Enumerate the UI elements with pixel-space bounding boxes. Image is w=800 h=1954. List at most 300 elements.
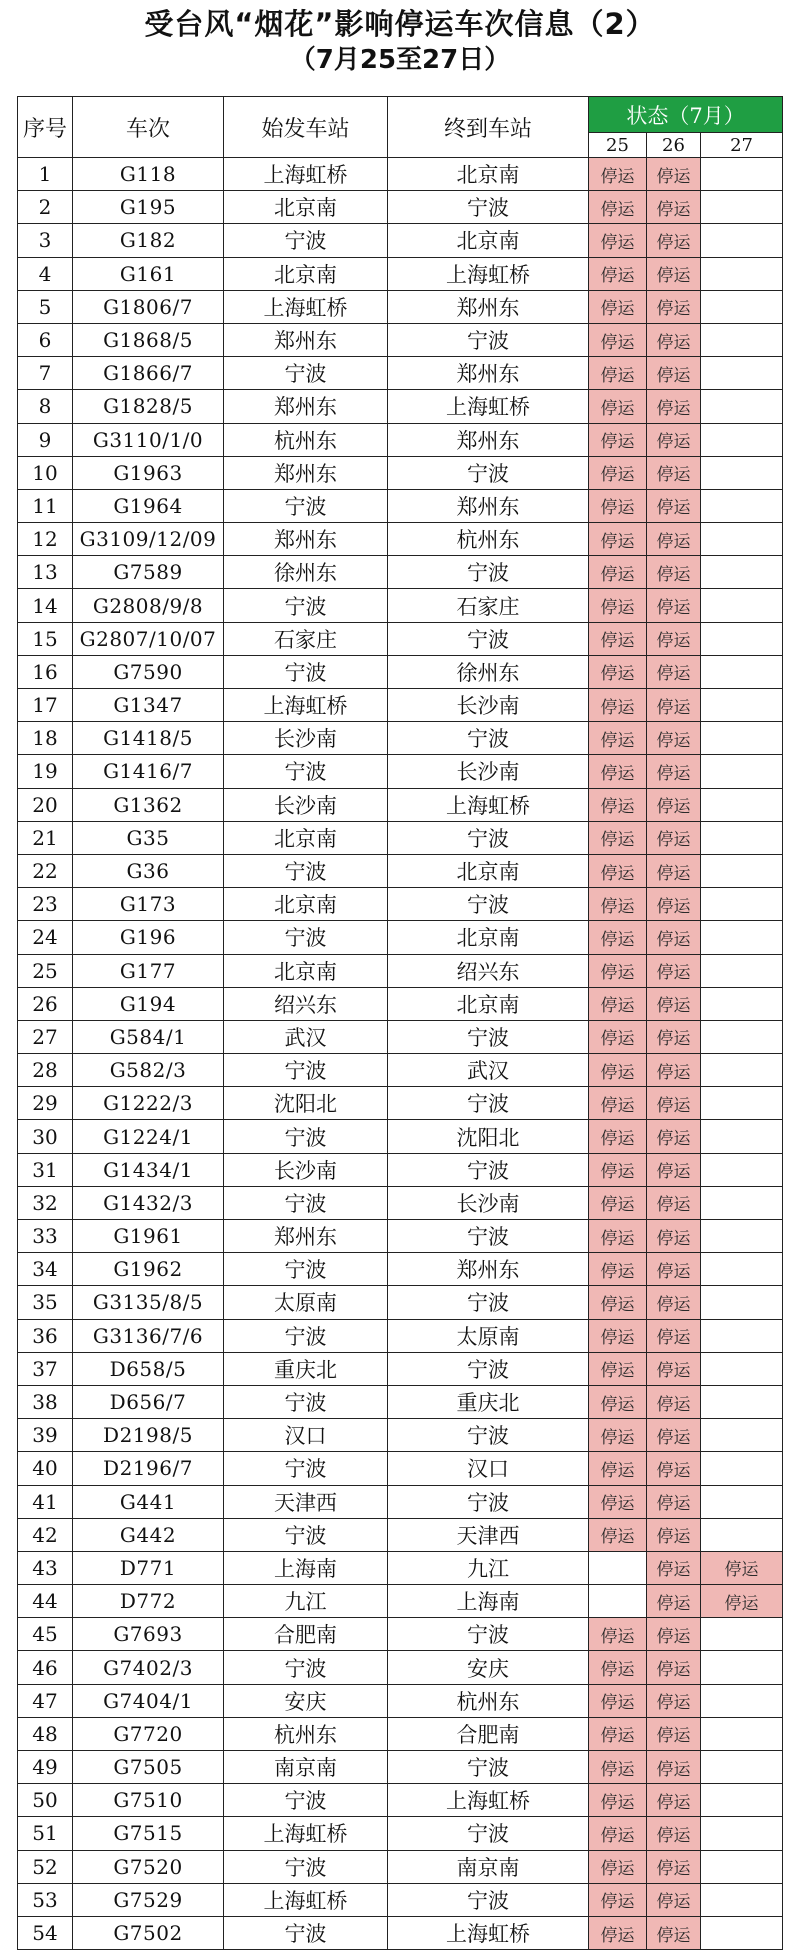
table-row	[18, 1253, 783, 1286]
table-row	[18, 1020, 783, 1053]
cell-train: G2807/10/07	[73, 622, 224, 655]
cell-status-25: 停运	[589, 1286, 647, 1319]
cell-status-26: 停运	[647, 1784, 701, 1817]
table-row	[18, 1916, 783, 1949]
cell-no: 25	[18, 954, 73, 987]
cell-status-25: 停运	[589, 1120, 647, 1153]
cell-from: 长沙南	[224, 722, 388, 755]
cell-from: 北京南	[224, 888, 388, 921]
cell-no: 36	[18, 1319, 73, 1352]
table-row	[18, 489, 783, 522]
cell-status-25: 停运	[589, 257, 647, 290]
cell-no: 6	[18, 323, 73, 356]
cell-from: 宁波	[224, 589, 388, 622]
cell-train: G7589	[73, 556, 224, 589]
cell-status-27	[701, 323, 783, 356]
cell-no: 23	[18, 888, 73, 921]
cell-to: 北京南	[388, 987, 589, 1020]
cell-no: 14	[18, 589, 73, 622]
cell-train: G582/3	[73, 1054, 224, 1087]
cell-status-27	[701, 191, 783, 224]
header-day-25: 25	[589, 133, 647, 158]
cell-from: 宁波	[224, 224, 388, 257]
cell-status-26: 停运	[647, 1850, 701, 1883]
table-row	[18, 1352, 783, 1385]
cell-from: 郑州东	[224, 390, 388, 423]
cell-train: G442	[73, 1518, 224, 1551]
cell-train: G7515	[73, 1817, 224, 1850]
cell-status-26: 停运	[647, 1883, 701, 1916]
cell-status-27	[701, 655, 783, 688]
cell-from: 徐州东	[224, 556, 388, 589]
cell-status-26: 停运	[647, 655, 701, 688]
cell-train: D771	[73, 1551, 224, 1584]
cell-status-26: 停运	[647, 1684, 701, 1717]
cell-no: 5	[18, 290, 73, 323]
cell-status-25: 停运	[589, 323, 647, 356]
cell-train: G1868/5	[73, 323, 224, 356]
cell-from: 宁波	[224, 1253, 388, 1286]
cell-status-25: 停运	[589, 1717, 647, 1750]
cell-train: G1866/7	[73, 357, 224, 390]
cell-train: D656/7	[73, 1385, 224, 1418]
cell-status-26: 停运	[647, 1054, 701, 1087]
table-row	[18, 357, 783, 390]
cell-to: 上海虹桥	[388, 1784, 589, 1817]
header-status: 状态（7月）	[589, 97, 783, 133]
cell-status-25: 停运	[589, 1153, 647, 1186]
cell-status-27	[701, 556, 783, 589]
cell-status-26: 停运	[647, 1419, 701, 1452]
cell-status-27	[701, 1485, 783, 1518]
cell-to: 宁波	[388, 1087, 589, 1120]
cell-to: 宁波	[388, 888, 589, 921]
cell-status-27: 停运	[701, 1551, 783, 1584]
cell-status-25: 停运	[589, 390, 647, 423]
cell-no: 54	[18, 1916, 73, 1949]
cell-no: 40	[18, 1452, 73, 1485]
cell-train: G177	[73, 954, 224, 987]
cell-status-25: 停运	[589, 1916, 647, 1949]
cell-train: G7720	[73, 1717, 224, 1750]
cell-to: 上海南	[388, 1585, 589, 1618]
cell-status-27	[701, 257, 783, 290]
cell-to: 宁波	[388, 1883, 589, 1916]
cell-to: 宁波	[388, 1286, 589, 1319]
cell-to: 天津西	[388, 1518, 589, 1551]
cell-to: 宁波	[388, 1220, 589, 1253]
cell-train: G441	[73, 1485, 224, 1518]
cell-train: G1432/3	[73, 1186, 224, 1219]
cell-train: G584/1	[73, 1020, 224, 1053]
cell-status-25: 停运	[589, 589, 647, 622]
table-row	[18, 1551, 783, 1584]
table-row	[18, 1054, 783, 1087]
cell-no: 15	[18, 622, 73, 655]
cell-status-25: 停运	[589, 1518, 647, 1551]
cell-train: G7693	[73, 1618, 224, 1651]
cell-train: G173	[73, 888, 224, 921]
cell-train: G3110/1/0	[73, 423, 224, 456]
header-day-27: 27	[701, 133, 783, 158]
cell-no: 20	[18, 788, 73, 821]
cell-status-27	[701, 1120, 783, 1153]
cell-status-25: 停运	[589, 921, 647, 954]
cell-status-26: 停运	[647, 257, 701, 290]
cell-status-27	[701, 1087, 783, 1120]
cell-status-26: 停运	[647, 323, 701, 356]
cell-to: 南京南	[388, 1850, 589, 1883]
cell-from: 郑州东	[224, 1220, 388, 1253]
cell-no: 45	[18, 1618, 73, 1651]
table-row	[18, 523, 783, 556]
cell-status-27	[701, 456, 783, 489]
cell-no: 16	[18, 655, 73, 688]
cell-to: 宁波	[388, 722, 589, 755]
cell-to: 北京南	[388, 158, 589, 191]
cell-status-25: 停运	[589, 1253, 647, 1286]
cell-status-25: 停运	[589, 1186, 647, 1219]
cell-status-25: 停运	[589, 1485, 647, 1518]
cell-status-27	[701, 1220, 783, 1253]
cell-status-26: 停运	[647, 888, 701, 921]
cell-from: 北京南	[224, 191, 388, 224]
cell-status-26: 停运	[647, 224, 701, 257]
cell-no: 27	[18, 1020, 73, 1053]
cell-status-25: 停运	[589, 788, 647, 821]
cell-status-26: 停运	[647, 689, 701, 722]
cell-from: 宁波	[224, 1054, 388, 1087]
cell-train: G35	[73, 821, 224, 854]
cell-status-27	[701, 1319, 783, 1352]
cell-to: 重庆北	[388, 1385, 589, 1418]
cell-no: 12	[18, 523, 73, 556]
cell-status-25: 停运	[589, 1883, 647, 1916]
cell-to: 上海虹桥	[388, 257, 589, 290]
cell-from: 北京南	[224, 954, 388, 987]
cell-status-27	[701, 1054, 783, 1087]
cell-no: 33	[18, 1220, 73, 1253]
table-row	[18, 854, 783, 887]
cell-status-27	[701, 1751, 783, 1784]
cell-train: G1362	[73, 788, 224, 821]
table-row	[18, 390, 783, 423]
cell-status-25: 停运	[589, 456, 647, 489]
cell-status-26: 停运	[647, 1585, 701, 1618]
cell-status-27	[701, 1717, 783, 1750]
cell-from: 宁波	[224, 357, 388, 390]
cell-status-27	[701, 1850, 783, 1883]
cell-from: 太原南	[224, 1286, 388, 1319]
cell-status-25: 停运	[589, 1385, 647, 1418]
cell-to: 绍兴东	[388, 954, 589, 987]
cell-status-26: 停运	[647, 1186, 701, 1219]
cell-status-26: 停运	[647, 357, 701, 390]
table-row	[18, 1717, 783, 1750]
cell-from: 宁波	[224, 655, 388, 688]
cell-train: G1222/3	[73, 1087, 224, 1120]
cell-train: G1224/1	[73, 1120, 224, 1153]
cell-status-25: 停运	[589, 1054, 647, 1087]
cell-to: 郑州东	[388, 290, 589, 323]
table-row	[18, 1319, 783, 1352]
cell-train: G195	[73, 191, 224, 224]
cell-from: 长沙南	[224, 1153, 388, 1186]
cell-no: 9	[18, 423, 73, 456]
cell-from: 郑州东	[224, 523, 388, 556]
cell-no: 26	[18, 987, 73, 1020]
header-to: 终到车站	[388, 97, 589, 158]
cell-from: 上海南	[224, 1551, 388, 1584]
cell-no: 8	[18, 390, 73, 423]
cell-to: 宁波	[388, 323, 589, 356]
cell-to: 长沙南	[388, 1186, 589, 1219]
cell-from: 上海虹桥	[224, 290, 388, 323]
cell-status-27	[701, 1352, 783, 1385]
cell-no: 51	[18, 1817, 73, 1850]
cell-from: 合肥南	[224, 1618, 388, 1651]
header-day-26: 26	[647, 133, 701, 158]
cell-status-26: 停运	[647, 722, 701, 755]
cell-status-26: 停运	[647, 821, 701, 854]
cell-status-25: 停运	[589, 556, 647, 589]
cell-status-27	[701, 1253, 783, 1286]
cell-status-26: 停运	[647, 622, 701, 655]
cell-status-26: 停运	[647, 755, 701, 788]
cell-from: 绍兴东	[224, 987, 388, 1020]
table-row	[18, 1419, 783, 1452]
cell-status-26: 停运	[647, 523, 701, 556]
table-row	[18, 1751, 783, 1784]
cell-status-26: 停运	[647, 1651, 701, 1684]
cell-to: 郑州东	[388, 489, 589, 522]
cell-status-25: 停运	[589, 722, 647, 755]
cell-status-26: 停运	[647, 489, 701, 522]
cell-status-25: 停运	[589, 1751, 647, 1784]
cell-to: 长沙南	[388, 689, 589, 722]
cell-status-26: 停运	[647, 1485, 701, 1518]
header-from: 始发车站	[224, 97, 388, 158]
cell-from: 天津西	[224, 1485, 388, 1518]
table-row	[18, 290, 783, 323]
cell-status-25: 停运	[589, 423, 647, 456]
cell-no: 38	[18, 1385, 73, 1418]
cell-no: 7	[18, 357, 73, 390]
table-row	[18, 191, 783, 224]
cell-no: 17	[18, 689, 73, 722]
cell-status-25: 停运	[589, 1220, 647, 1253]
cell-train: G1962	[73, 1253, 224, 1286]
cell-train: D772	[73, 1585, 224, 1618]
cell-to: 上海虹桥	[388, 788, 589, 821]
cell-to: 武汉	[388, 1054, 589, 1087]
cell-status-27	[701, 1916, 783, 1949]
cell-to: 合肥南	[388, 1717, 589, 1750]
cell-train: G7505	[73, 1751, 224, 1784]
table-body	[18, 158, 783, 1950]
cell-no: 48	[18, 1717, 73, 1750]
suspension-table	[17, 96, 783, 1950]
cell-no: 3	[18, 224, 73, 257]
cell-status-27	[701, 689, 783, 722]
cell-status-25	[589, 1585, 647, 1618]
cell-status-25: 停运	[589, 1651, 647, 1684]
cell-from: 武汉	[224, 1020, 388, 1053]
cell-to: 郑州东	[388, 1253, 589, 1286]
cell-status-26: 停运	[647, 1751, 701, 1784]
cell-status-25: 停运	[589, 290, 647, 323]
cell-train: G1434/1	[73, 1153, 224, 1186]
table-row	[18, 1220, 783, 1253]
cell-status-27	[701, 1817, 783, 1850]
cell-to: 安庆	[388, 1651, 589, 1684]
cell-no: 39	[18, 1419, 73, 1452]
cell-no: 53	[18, 1883, 73, 1916]
table-row	[18, 1618, 783, 1651]
table-row	[18, 1485, 783, 1518]
page-title: 受台风“烟花”影响停运车次信息（2）	[144, 7, 656, 41]
cell-status-25: 停运	[589, 1784, 647, 1817]
cell-train: G7404/1	[73, 1684, 224, 1717]
cell-no: 2	[18, 191, 73, 224]
cell-no: 19	[18, 755, 73, 788]
cell-status-26: 停运	[647, 589, 701, 622]
cell-status-25: 停运	[589, 357, 647, 390]
cell-to: 沈阳北	[388, 1120, 589, 1153]
cell-from: 上海虹桥	[224, 1817, 388, 1850]
header-no: 序号	[18, 97, 73, 158]
cell-status-25: 停运	[589, 1850, 647, 1883]
table-row	[18, 788, 783, 821]
cell-train: G1416/7	[73, 755, 224, 788]
cell-no: 28	[18, 1054, 73, 1087]
table-row	[18, 1120, 783, 1153]
cell-no: 13	[18, 556, 73, 589]
cell-from: 郑州东	[224, 323, 388, 356]
cell-to: 上海虹桥	[388, 390, 589, 423]
title-block	[0, 0, 800, 92]
cell-status-27	[701, 1784, 783, 1817]
cell-status-26: 停运	[647, 456, 701, 489]
cell-status-26: 停运	[647, 158, 701, 191]
cell-to: 宁波	[388, 622, 589, 655]
cell-from: 宁波	[224, 489, 388, 522]
cell-to: 宁波	[388, 191, 589, 224]
cell-from: 杭州东	[224, 423, 388, 456]
cell-train: G196	[73, 921, 224, 954]
cell-from: 郑州东	[224, 456, 388, 489]
cell-status-26: 停运	[647, 788, 701, 821]
table-row	[18, 755, 783, 788]
table-row	[18, 589, 783, 622]
table-row	[18, 1651, 783, 1684]
cell-no: 46	[18, 1651, 73, 1684]
page-subtitle: （7月25至27日）	[289, 45, 511, 75]
cell-status-27	[701, 854, 783, 887]
cell-from: 宁波	[224, 1518, 388, 1551]
cell-train: D2198/5	[73, 1419, 224, 1452]
cell-status-25: 停运	[589, 1020, 647, 1053]
cell-from: 宁波	[224, 1850, 388, 1883]
cell-status-27	[701, 1286, 783, 1319]
cell-status-26: 停运	[647, 1717, 701, 1750]
cell-to: 宁波	[388, 1817, 589, 1850]
cell-status-25: 停运	[589, 655, 647, 688]
table-row	[18, 423, 783, 456]
cell-status-26: 停运	[647, 921, 701, 954]
cell-status-26: 停运	[647, 556, 701, 589]
cell-status-25: 停运	[589, 1452, 647, 1485]
cell-no: 42	[18, 1518, 73, 1551]
cell-status-27	[701, 224, 783, 257]
cell-status-26: 停运	[647, 1452, 701, 1485]
cell-status-26: 停运	[647, 191, 701, 224]
table-row	[18, 655, 783, 688]
cell-from: 汉口	[224, 1419, 388, 1452]
cell-to: 郑州东	[388, 423, 589, 456]
cell-from: 宁波	[224, 1784, 388, 1817]
cell-status-26: 停运	[647, 1220, 701, 1253]
cell-to: 石家庄	[388, 589, 589, 622]
table-row	[18, 689, 783, 722]
cell-train: G1964	[73, 489, 224, 522]
cell-from: 石家庄	[224, 622, 388, 655]
cell-no: 21	[18, 821, 73, 854]
cell-no: 24	[18, 921, 73, 954]
cell-to: 宁波	[388, 1020, 589, 1053]
cell-to: 上海虹桥	[388, 1916, 589, 1949]
cell-status-26: 停运	[647, 1020, 701, 1053]
cell-status-26: 停运	[647, 1120, 701, 1153]
cell-status-27	[701, 357, 783, 390]
cell-status-27	[701, 158, 783, 191]
cell-no: 34	[18, 1253, 73, 1286]
cell-no: 29	[18, 1087, 73, 1120]
cell-status-27	[701, 987, 783, 1020]
cell-to: 长沙南	[388, 755, 589, 788]
cell-status-25: 停运	[589, 1684, 647, 1717]
table-row	[18, 158, 783, 191]
cell-train: G1418/5	[73, 722, 224, 755]
table-row	[18, 1153, 783, 1186]
cell-status-26: 停运	[647, 1817, 701, 1850]
cell-train: G7590	[73, 655, 224, 688]
cell-from: 安庆	[224, 1684, 388, 1717]
cell-status-27	[701, 1020, 783, 1053]
cell-status-27	[701, 821, 783, 854]
table-row	[18, 556, 783, 589]
cell-to: 太原南	[388, 1319, 589, 1352]
cell-from: 沈阳北	[224, 1087, 388, 1120]
cell-status-26: 停运	[647, 854, 701, 887]
table-row	[18, 1784, 783, 1817]
cell-status-27	[701, 921, 783, 954]
cell-no: 1	[18, 158, 73, 191]
cell-from: 上海虹桥	[224, 1883, 388, 1916]
cell-to: 汉口	[388, 1452, 589, 1485]
cell-status-25: 停运	[589, 954, 647, 987]
cell-train: G3109/12/09	[73, 523, 224, 556]
cell-to: 宁波	[388, 556, 589, 589]
cell-from: 宁波	[224, 1186, 388, 1219]
cell-status-27	[701, 390, 783, 423]
cell-status-27	[701, 1452, 783, 1485]
table-row	[18, 257, 783, 290]
table-row	[18, 1585, 783, 1618]
cell-status-25: 停运	[589, 888, 647, 921]
cell-status-25: 停运	[589, 755, 647, 788]
cell-from: 宁波	[224, 1452, 388, 1485]
